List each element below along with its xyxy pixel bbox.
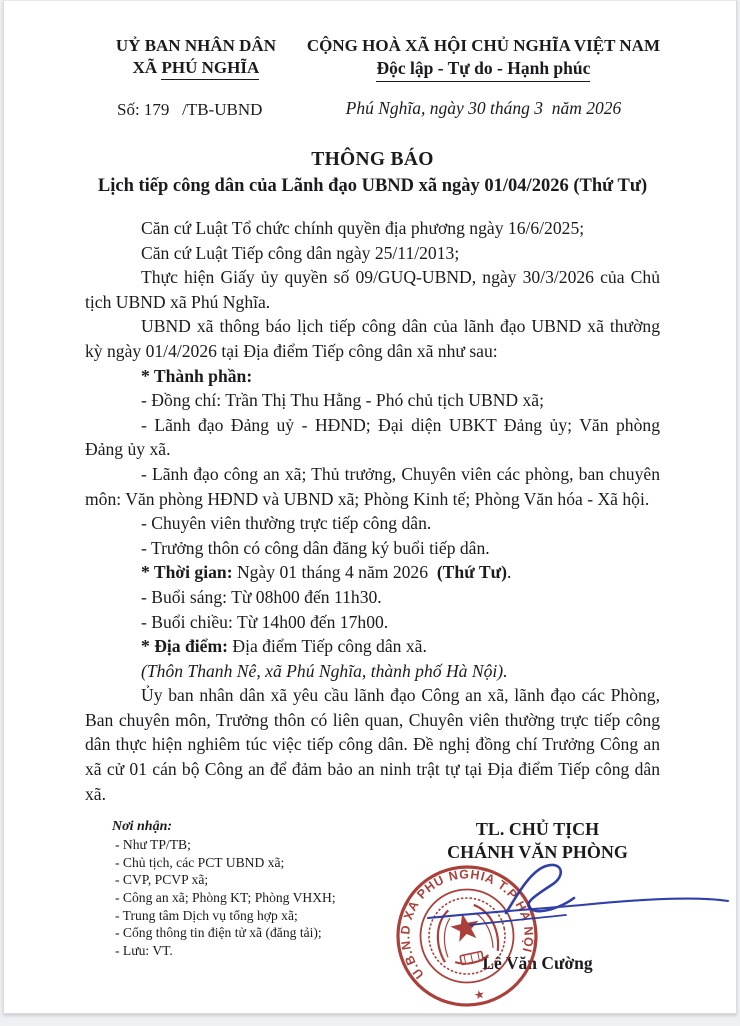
issuing-authority-block (85, 35, 307, 120)
paragraph-address (85, 659, 660, 684)
national-title: CỘNG HOÀ XÃ HỘI CHỦ NGHĨA VIỆT NAM (306, 36, 660, 55)
document-number: Số: 179 /TB-UBND (117, 100, 263, 119)
time-period: . (507, 562, 512, 583)
national-motto (307, 57, 660, 79)
signer-position: CHÁNH VĂN PHÒNG (447, 842, 628, 863)
paragraph-participant-1: - Đồng chí: Trần Thị Thu Hằng - Phó chủ tịch UBND xã; (141, 390, 545, 411)
recipient-item: - Chủ tịch, các PCT UBND xã; (115, 854, 285, 870)
paragraph-participant-4: - Chuyên viên thường trực tiếp công dân. (141, 513, 432, 534)
paragraph-participant-5: - Trưởng thôn có công dân đăng ký buổi tiếp dân. (141, 537, 490, 558)
paragraph-legal-basis-1: Căn cứ Luật Tổ chức chính quyền địa phương ngày 16/6/2025; (141, 218, 585, 238)
document-header (85, 35, 660, 120)
document-body (85, 216, 660, 806)
paragraph-participants-heading (85, 364, 660, 389)
national-header-block (307, 35, 660, 119)
signature-block (415, 818, 660, 974)
document-page (3, 0, 737, 1014)
location-value: Địa điểm Tiếp công dân xã. (227, 636, 427, 657)
recipient-item: - Lưu: VT. (115, 942, 173, 958)
paragraph-afternoon-session: - Buổi chiều: Từ 14h00 đến 17h00. (141, 611, 389, 632)
paragraph-time (85, 560, 660, 585)
recipients-label: Nơi nhận: (112, 819, 173, 835)
issuer-prefix: XÃ (132, 58, 162, 77)
paragraph-location (85, 634, 660, 659)
recipients-list (112, 836, 415, 959)
recipient-item: - Công an xã; Phòng KT; Phòng VHXH; (115, 890, 336, 906)
issuer-commune-name: PHÚ NGHĨA (161, 58, 259, 80)
issuer-line1: UỶ BAN NHÂN DÂN (115, 36, 276, 55)
participants-label: * Thành phần: (141, 365, 253, 386)
signer-name: Lê Văn Cường (482, 953, 593, 974)
location-label: * Địa điểm: (141, 636, 228, 657)
issuer-line2 (85, 57, 307, 79)
national-motto-text: Độc lập - Tự do - Hạnh phúc (376, 58, 590, 82)
paragraph-authorization: Thực hiện Giấy ủy quyền số 09/GUQ-UBND, ngày 30/3/2026 của Chủ tịch UBND xã Phú Nghĩa. (85, 267, 660, 312)
paragraph-participant-3: - Lãnh đạo công an xã; Thủ trưởng, Chuyên viên các phòng, ban chuyên môn: Văn phòng HĐND và UBND xã; Phòng Kinh tế; Phòng Văn hóa - Xã hội. (85, 463, 660, 509)
address-text: (Thôn Thanh Nê, xã Phú Nghĩa, thành phố Hà Nội). (141, 660, 508, 681)
signing-authority: TL. CHỦ TỊCH (475, 819, 600, 840)
paragraph-legal-basis-2: Căn cứ Luật Tiếp công dân ngày 25/11/2013; (141, 242, 460, 263)
time-label: * Thời gian: (141, 562, 233, 583)
title-block (85, 147, 660, 200)
recipient-item: - Như TP/TB; (115, 837, 191, 853)
time-weekday: (Thứ Tư) (436, 562, 507, 583)
recipient-item: - Cổng thông tin điện tử xã (đăng tải); (115, 925, 322, 941)
place-and-date: Phú Nghĩa, ngày 30 tháng 3 năm 2026 (345, 98, 622, 118)
document-subject: Lịch tiếp công dân của Lãnh đạo UBND xã ngày 01/04/2026 (Thứ Tư) (97, 176, 648, 196)
paragraph-morning-session: - Buổi sáng: Từ 08h00 đến 11h30. (141, 586, 382, 607)
seal-ring-text: U.B.N.D XÃ PHÚ NGHĨA T.P HÀ NỘI (398, 867, 536, 982)
paragraph-requirements: Ủy ban nhân dân xã yêu cầu lãnh đạo Công an xã, lãnh đạo các Phòng, Ban chuyên môn, Trưởng thôn có liên quan, Chuyên viên thường trực tiếp công dân thực hiện nghiêm túc việc tiếp công dân. Đề nghị đồng chí Trưởng Công an xã cử 01 cán bộ Công an để đảm bảo an ninh trật tự tại Địa điểm Tiếp công dân xã. (85, 685, 660, 804)
document-footer (85, 818, 660, 974)
time-value: Ngày 01 tháng 4 năm 2026 (232, 562, 437, 583)
recipient-item: - CVP, PCVP xã; (115, 872, 209, 888)
recipient-item: - Trung tâm Dịch vụ tổng hợp xã; (115, 907, 298, 923)
paragraph-participant-2: - Lãnh đạo Đảng uỷ - HĐND; Đại diện UBKT Đảng ủy; Văn phòng Đảng ủy xã. (85, 414, 660, 460)
document-content (4, 1, 736, 974)
document-type-title: THÔNG BÁO (311, 149, 434, 170)
seal-star: ★ (472, 986, 487, 1003)
recipients-block (85, 818, 415, 959)
paragraph-announcement: UBND xã thông báo lịch tiếp công dân của lãnh đạo UBND xã thường kỳ ngày 01/4/2026 tại Địa điểm Tiếp công dân xã như sau: (85, 316, 660, 361)
